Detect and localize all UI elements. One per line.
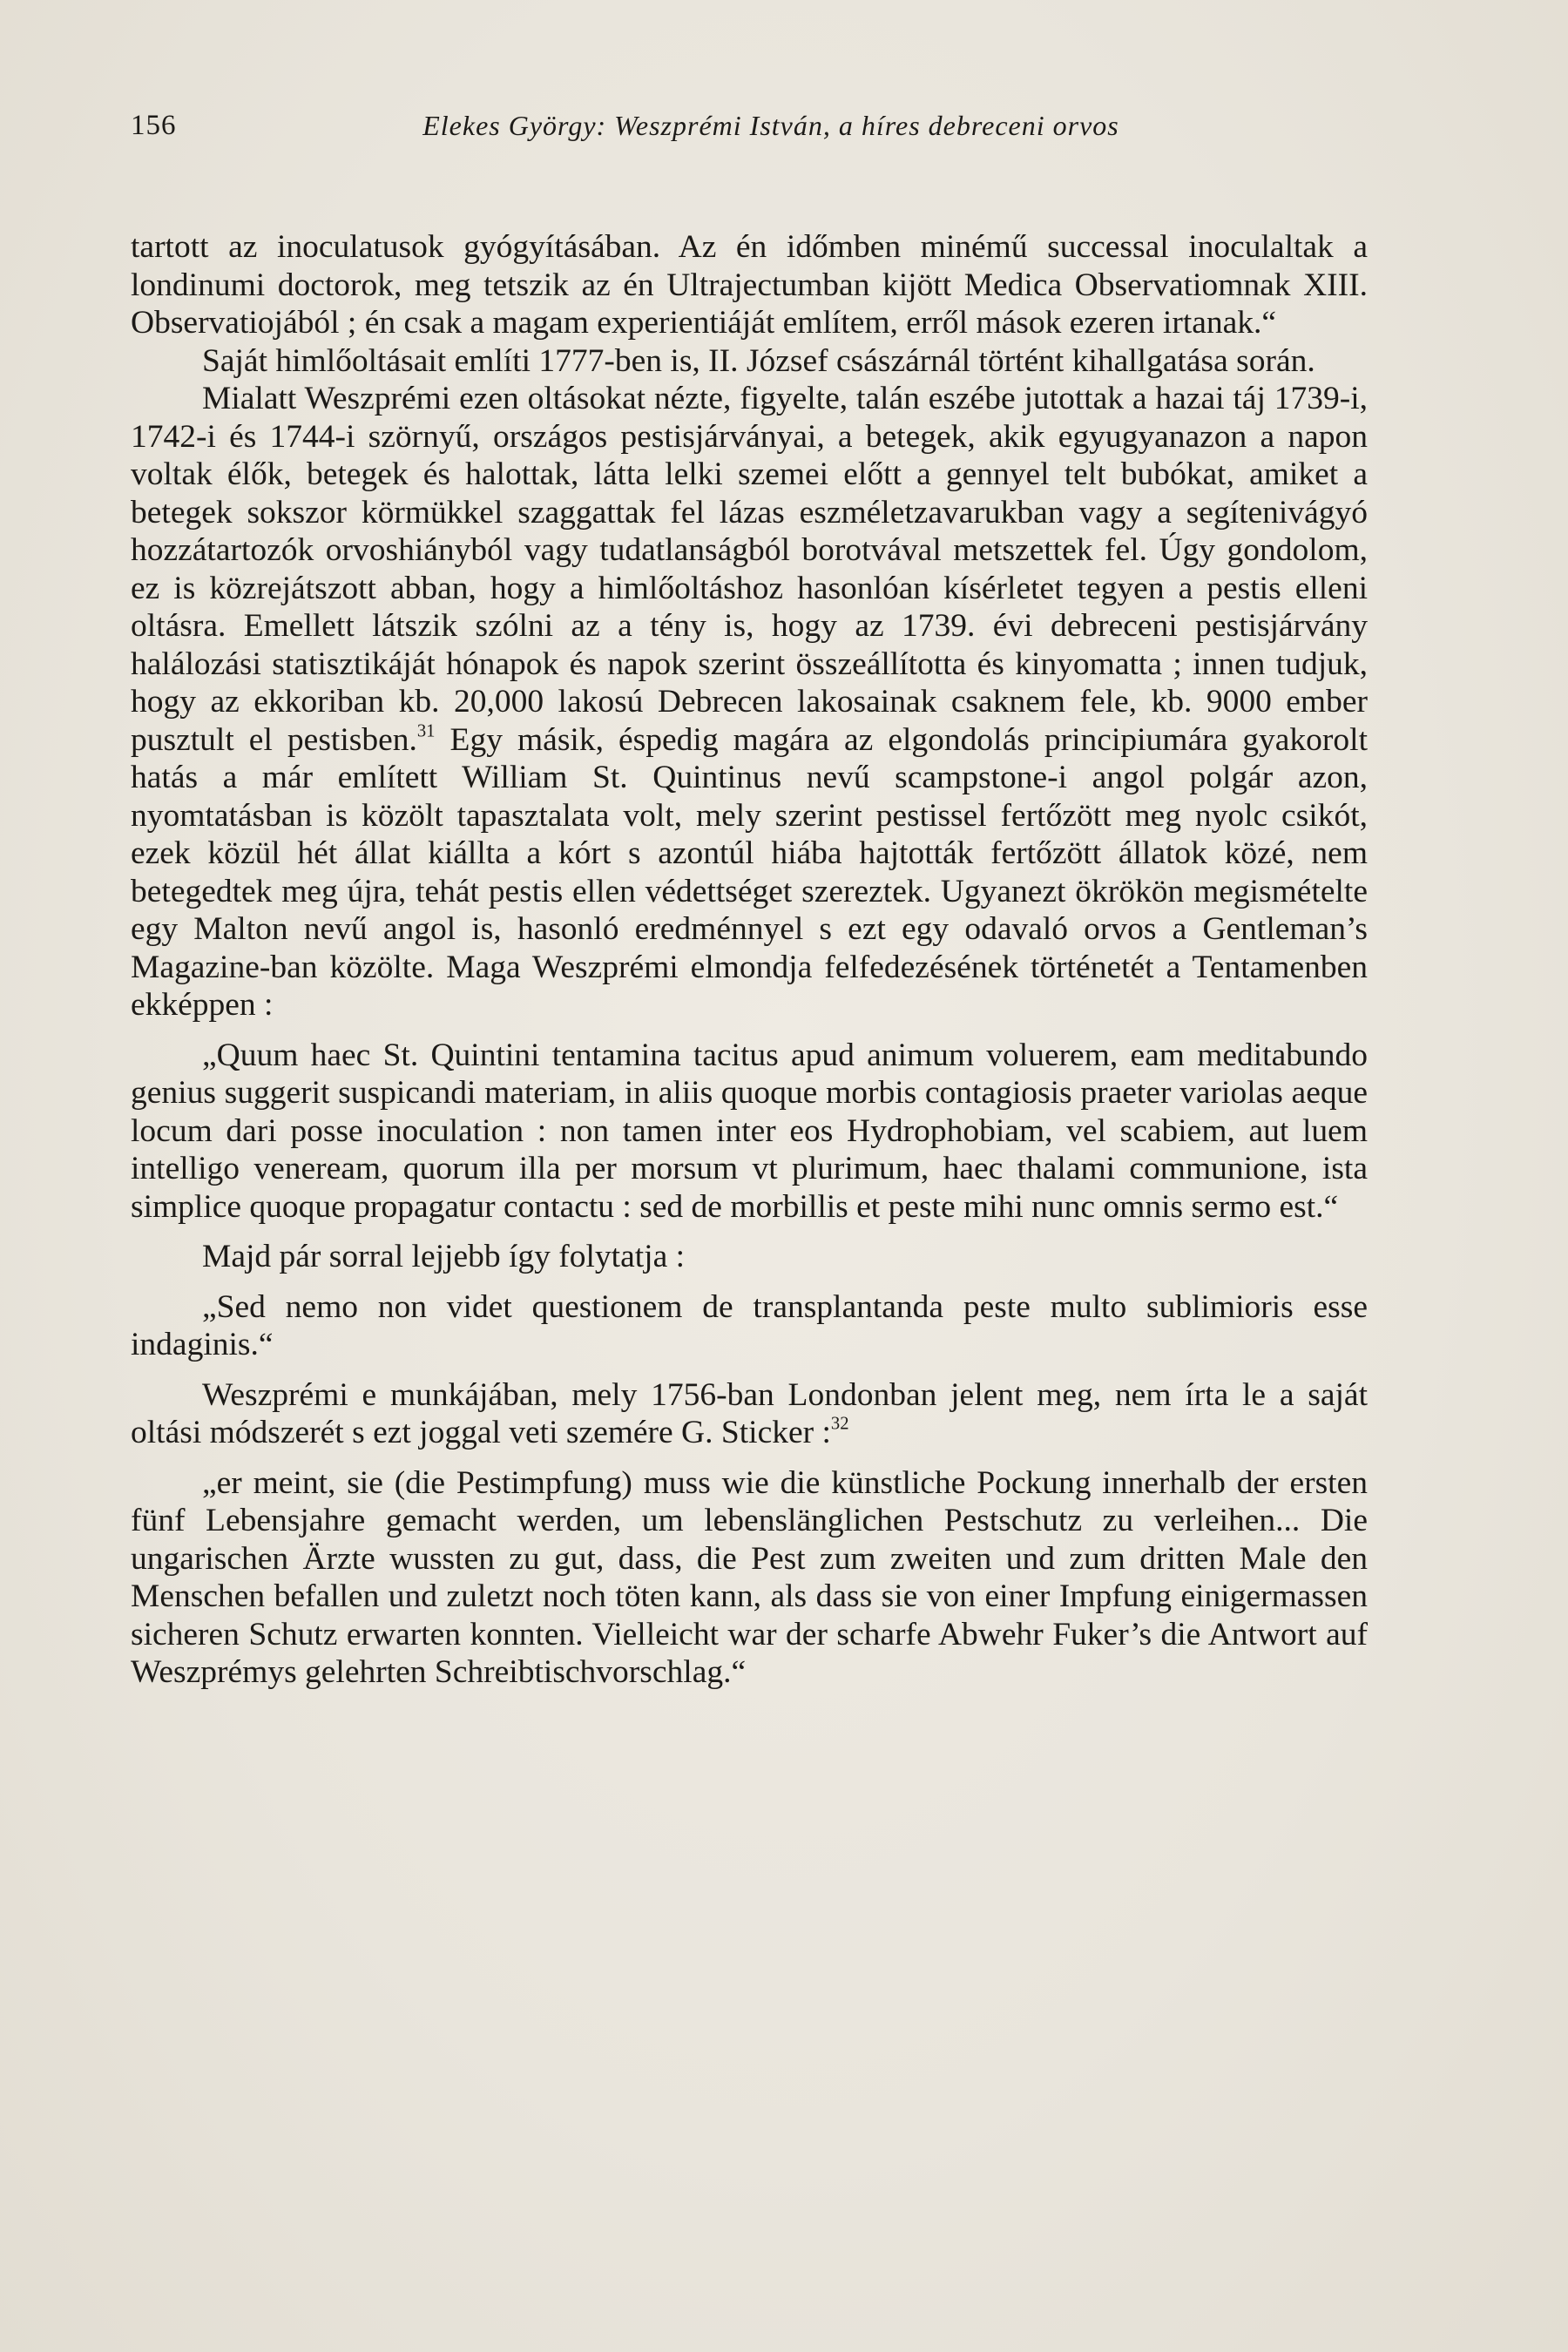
german-quote: „er meint, sie (die Pestimpfung) muss wie die künstliche Pockung innerhalb der ersten fünf Lebensjahre gemacht werden, um lebenslänglichen Pestschutz zu verleihen... Die ungarischen Ärzte wussten zu gut, dass, die Pest zum zweiten und zum dritten Male den Menschen befallen und zuletzt noch töten kann, als dass sie von einer Impfung einigermassen sicheren Schutz erwarten konnten. Vielleicht war der scharfe Abwehr Fuker’s die Antwort auf Weszprémys gelehrten Schreibtischvorschlag.“ [131,1464,1368,1690]
body-text [131,228,1368,1692]
paragraph-continues: Majd pár sorral lejjebb így folytatja : [202,1239,686,1274]
running-head [131,110,1411,153]
paragraph-plague-text-after: Egy másik, éspedig magára az elgondolás principiumára gyakorolt hatás a már említett William St. Quintinus nevű scampstone-i angol polgár azon, nyomtatásban is közölt tapasztalata volt, mely szerint pestissel fertőzött meg nyolc csikót, ezek közül hét állat kiállta a kórt s azontúl hiába hajtották fertőzött állatok közé, nem betegedtek meg újra, tehát pestis ellen védettséget szereztek. Ugyanezt ökrökön megismételte egy Malton nevű angol is, hasonló eredménnyel s ezt egy odavaló orvos a Gentleman’s Magazine-ban közölte. Maga Weszprémi elmondja felfedezésének történetét a Tentamenben ekképpen : [131,721,1369,1023]
paragraph-smallpox-1777: Saját himlőoltásait említi 1777-ben is, II. József császárnál történt kihallgatása során. [202,342,1315,379]
paragraph-plague-inoculation [131,380,1368,1024]
footnote-ref-32[interactable]: 32 [830,1414,849,1434]
paragraph-plague-text: Mialatt Weszprémi ezen oltásokat nézte, figyelte, talán eszébe jutottak a hazai táj 1739-i, 1742-i és 1744-i szörnyű, országos pestisjárványai, a betegek, akik egyugyanazon a napon voltak élők, betegek és halottak, látta lelki szemei előtt a gennyel telt bubókat, amiket a betegek sokszor körmükkel szaggattak fel lázas eszméletzavarukban vagy a segítenivágyó hozzátartozók orvoshiányból vagy tudatlanságból borotvával metszettek fel. Úgy gondolom, ez is közrejátszott abban, hogy a himlőoltáshoz hasonlóan kísérletet tegyen a pestis elleni oltásra. Emellett látszik szólni az a tény is, hogy az 1739. évi debreceni pestisjárvány halálozási statisztikáját hónapok és napok szerint összeállította és kinyomatta ; innen tudjuk, hogy az ekkoriban kb. 20,000 lakosú Debrecen lakosainak csaknem fele, kb. 9000 ember pusztult el pestisben. [131,381,1368,758]
paragraph-sticker [131,1376,1368,1452]
running-title: Elekes György: Weszprémi István, a híres debreceni orvos [422,110,1119,141]
page-number: 156 [131,110,177,141]
footnote-ref-31[interactable]: 31 [416,721,436,741]
paragraph-sticker-text: Weszprémi e munkájában, mely 1756-ban Londonban jelent meg, nem írta le a saját oltási módszerét s ezt joggal veti szemére G. Sticker : [131,1376,1368,1450]
latin-quote-2: „Sed nemo non videt questionem de transplantanda peste multo sublimioris esse indaginis.“ [131,1288,1368,1362]
paragraph-continuation: tartott az inoculatusok gyógyításában. Az én időmben minémű successal inoculaltak a londinumi doctorok, meg tetszik az én Ultrajectumban kijött Medica Observatiomnak XIII. Observatiojából ; én csak a magam experientiáját említem, erről mások ezeren irtanak.“ [131,229,1368,341]
latin-quote-1: „Quum haec St. Quintini tentamina tacitus apud animum voluerem, eam meditabundo genius suggerit suspicandi materiam, in aliis quoque morbis contagiosis praeter variolas aeque locum dari posse inoculation : non tamen inter eos Hydrophobiam, vel scabiem, aut luem intelligo veneream, quorum illa per morsum vt plurimum, haec thalami communione, ista simplice quoque propagatur contactu : sed de morbillis et peste mihi nunc omnis sermo est.“ [131,1037,1368,1225]
